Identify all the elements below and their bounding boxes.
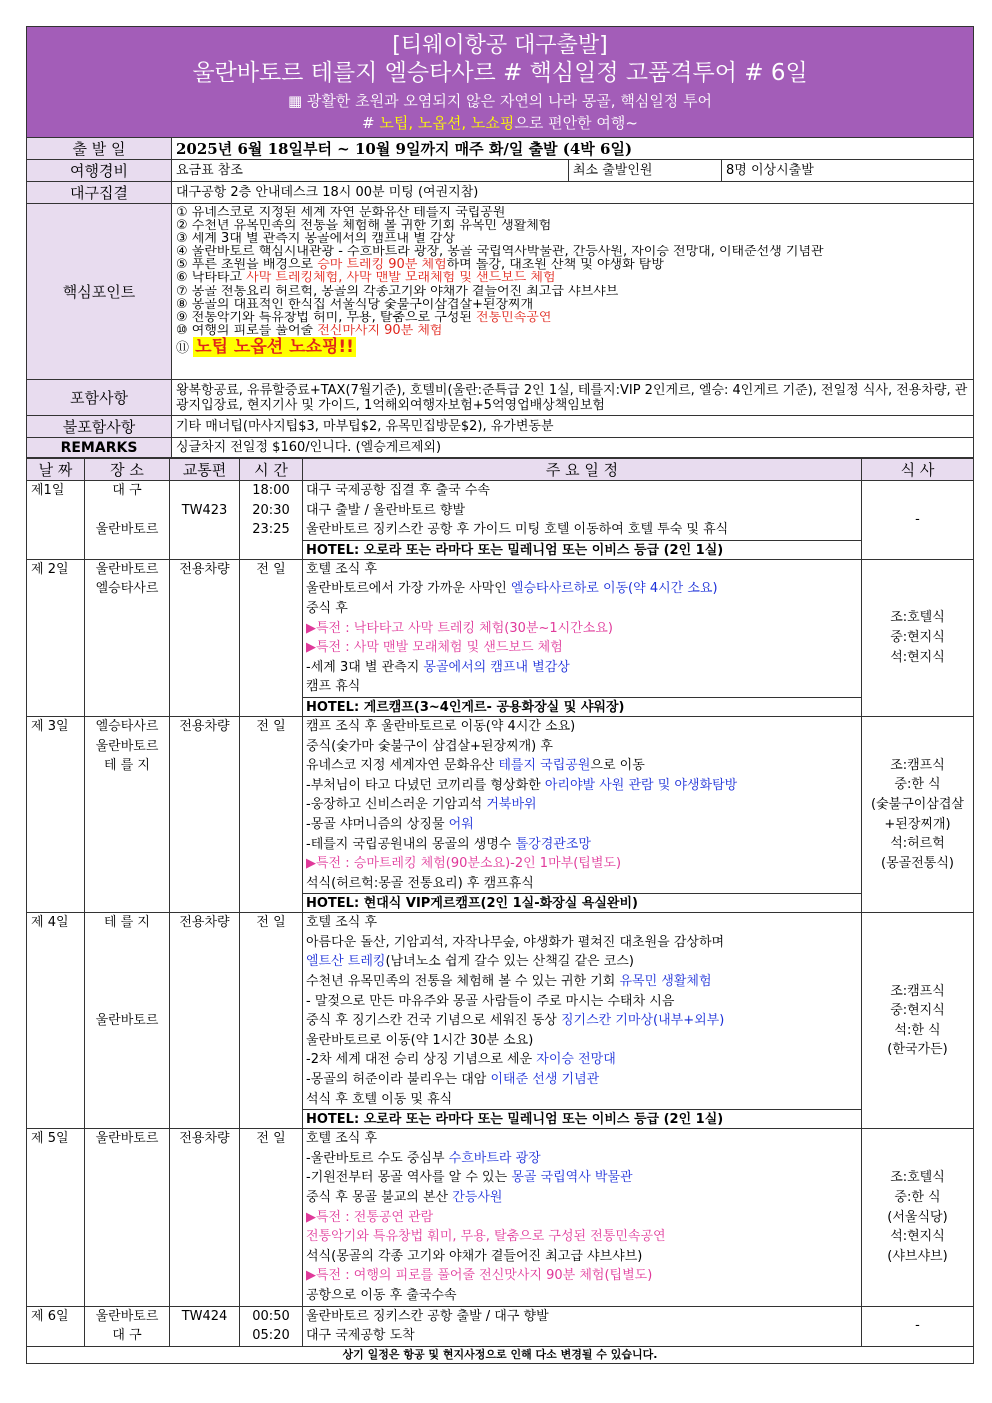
itinerary-text: 호텔 조식 후 bbox=[306, 1131, 378, 1147]
place-name bbox=[89, 972, 165, 992]
itinerary-item bbox=[303, 795, 861, 815]
itinerary-text: -2차 세계 대전 승리 상징 기념으로 세운 bbox=[306, 1052, 537, 1068]
itinerary-text: (남녀노소 쉽게 갈수 있는 산책길 같은 코스) bbox=[385, 954, 634, 970]
itinerary-item bbox=[303, 992, 861, 1012]
itinerary-item bbox=[303, 579, 861, 599]
header-schedule: 주 요 일 정 bbox=[303, 459, 862, 481]
key-point-item bbox=[176, 245, 969, 258]
meal-item: 조:호텔식 bbox=[890, 1170, 945, 1186]
key-point-item bbox=[176, 337, 969, 358]
price-label: 여행경비 bbox=[27, 160, 172, 182]
key-point-text: 세계 3대 별 관측지 몽골에서의 캠프내 별 감상 bbox=[191, 232, 456, 246]
departure-value: 2025년 6월 18일부터 ~ 10월 9일까지 매주 화/일 출발 (4박 6일) bbox=[172, 138, 974, 160]
key-point-item bbox=[176, 298, 969, 311]
itinerary-highlight: 이태준 선생 기념관 bbox=[490, 1072, 600, 1088]
transport-value: TW424 bbox=[181, 1308, 228, 1324]
day-meals bbox=[862, 1129, 974, 1306]
day-meals bbox=[862, 913, 974, 1129]
meal-item: 중:현지식 bbox=[890, 630, 945, 646]
itinerary-list bbox=[303, 717, 861, 893]
key-point-highlight: 전통민속공연 bbox=[476, 310, 552, 324]
itinerary-text: 캠프 조식 후 울란바토르로 이동(약 4시간 소요) bbox=[306, 718, 576, 734]
include-value: 왕복항공료, 유류할증료+TAX(7월기준), 호텔비(울란:준특급 2인 1실, 테를지:VIP 2인게르, 엘승: 4인게르 기준), 전일정 식사, 전용차량, 관광지입장료, 현지기사 및 가이드, 1억해외여행자보험+5억영업배상책임보험 bbox=[172, 380, 974, 416]
day-meals bbox=[862, 559, 974, 716]
special-benefit: ▶특전 : 전통공연 관람 bbox=[306, 1209, 434, 1225]
key-point-number: ⑥ bbox=[176, 271, 188, 285]
itinerary-item bbox=[303, 481, 861, 501]
itinerary-text: 중식 후 징기스칸 건국 기념으로 세워진 동상 bbox=[306, 1013, 561, 1029]
day-label: 제 6일 bbox=[27, 1306, 85, 1346]
itinerary-text: -몽골 샤머니즘의 상징물 bbox=[306, 816, 449, 832]
itinerary-text: 중식(숯가마 숯불구이 삼겹살+된장찌개) 후 bbox=[306, 738, 553, 754]
itinerary-highlight: 톨강경관조망 bbox=[515, 836, 591, 852]
hotel-info: HOTEL: 오로라 또는 라마다 또는 밀레니엄 또는 이비스 등급 (2인 1실) bbox=[303, 540, 861, 559]
itinerary-item bbox=[303, 1090, 861, 1110]
key-point-text: 여행의 피로를 풀어줄 bbox=[191, 323, 318, 337]
exclude-label: 불포함사항 bbox=[27, 416, 172, 438]
place-name: 엘승타사르 bbox=[95, 581, 159, 597]
itinerary-item bbox=[303, 619, 861, 639]
day-places bbox=[85, 559, 170, 716]
key-point-item bbox=[176, 219, 969, 232]
header-transport: 교통편 bbox=[170, 459, 240, 481]
info-table bbox=[26, 26, 974, 458]
itinerary-item bbox=[303, 952, 861, 972]
banner-line-1: [티웨이항공 대구출발] bbox=[392, 32, 608, 58]
transport-value bbox=[174, 520, 235, 540]
day-times bbox=[240, 1129, 303, 1306]
itinerary-text: -기원전부터 몽골 역사를 알 수 있는 bbox=[306, 1170, 512, 1186]
day-itinerary bbox=[303, 481, 862, 560]
place-name: 울란바토르 bbox=[95, 1013, 159, 1029]
day-label: 제1일 bbox=[27, 481, 85, 560]
itinerary-text: 호텔 조식 후 bbox=[306, 915, 378, 931]
key-point-number: ② bbox=[176, 219, 188, 233]
remarks-value: 싱글차지 전일정 $160/인니다. (엘승게르제외) bbox=[172, 438, 974, 458]
itinerary-item bbox=[303, 1168, 861, 1188]
time-value: 05:20 bbox=[252, 1328, 290, 1344]
itinerary-highlight: 엘트산 트레킹 bbox=[306, 954, 386, 970]
key-point-highlight: 전신마사지 90분 체험 bbox=[317, 323, 443, 337]
itinerary-item bbox=[303, 1188, 861, 1208]
key-point-number: ⑩ bbox=[176, 323, 188, 337]
day-places bbox=[85, 1129, 170, 1306]
itinerary-item bbox=[303, 1149, 861, 1169]
key-point-number: ⑤ bbox=[176, 258, 188, 272]
exclude-value: 기타 매너팁(마사지팁$3, 마부팁$2, 유목민집방문$2), 유가변동분 bbox=[172, 416, 974, 438]
transport-value bbox=[174, 481, 235, 501]
include-label: 포함사항 bbox=[27, 380, 172, 416]
meal-item: 중:한 식 bbox=[894, 1190, 941, 1205]
itinerary-text: -울란바토르 수도 중심부 bbox=[306, 1150, 449, 1166]
transport-value: 전용차량 bbox=[179, 915, 230, 931]
itinerary-list bbox=[303, 481, 861, 540]
meal-item: (샤브샤브) bbox=[887, 1248, 948, 1264]
itinerary-text: 중식 후 몽골 불교의 본산 bbox=[306, 1190, 453, 1205]
itinerary-item bbox=[303, 913, 861, 933]
meal-item: 중:현지식 bbox=[890, 1003, 945, 1019]
banner-subtitle: ▦ 광활한 초원과 오염되지 않은 자연의 나라 몽골, 핵심일정 투어 bbox=[287, 91, 713, 110]
day-itinerary bbox=[303, 559, 862, 716]
meal-item: - bbox=[915, 512, 920, 528]
itinerary-text: - 말젖으로 만든 마유주와 몽골 사람들이 주로 마시는 수태차 시음 bbox=[306, 993, 675, 1009]
itinerary-highlight: 거북바위 bbox=[486, 797, 537, 813]
day-places bbox=[85, 1306, 170, 1346]
itinerary-text: -테를지 국립공원내의 몽골의 생명수 bbox=[306, 836, 516, 852]
itinerary-text: -부처님이 타고 다녔던 코끼리를 형상화한 bbox=[306, 777, 545, 793]
day-meals bbox=[862, 1306, 974, 1346]
itinerary-item bbox=[303, 737, 861, 757]
day-meals bbox=[862, 716, 974, 912]
meeting-value: 대구공항 2층 안내데스크 18시 00분 미팅 (여권지참) bbox=[172, 182, 974, 204]
itinerary-highlight: 유목민 생활체험 bbox=[619, 974, 712, 990]
itinerary-item bbox=[303, 835, 861, 855]
header-meals: 식 사 bbox=[862, 459, 974, 481]
header-time: 시 간 bbox=[240, 459, 303, 481]
itinerary-item bbox=[303, 815, 861, 835]
time-value: 전 일 bbox=[256, 561, 286, 577]
itinerary-text: 울란바토르 징키스칸 공항 출발 / 대구 향발 bbox=[306, 1308, 549, 1324]
day-row bbox=[27, 716, 974, 912]
itinerary-text: 석식(몽골의 각종 고기와 야채가 곁들어진 최고급 샤브샤브) bbox=[306, 1248, 643, 1264]
itinerary-item bbox=[303, 933, 861, 953]
day-meals bbox=[862, 481, 974, 560]
day-row bbox=[27, 913, 974, 1129]
meal-item: 석:한 식 bbox=[894, 1022, 941, 1038]
itinerary-list bbox=[303, 1307, 861, 1346]
place-name: 대 구 bbox=[112, 1328, 142, 1344]
day-label: 제 4일 bbox=[27, 913, 85, 1129]
meal-item: - bbox=[915, 1318, 920, 1334]
meal-item: (몽골전통식) bbox=[881, 855, 954, 871]
itinerary-text: 대구 출발 / 울란바토르 향발 bbox=[306, 502, 466, 518]
itinerary-item bbox=[303, 972, 861, 992]
day-places bbox=[85, 481, 170, 560]
transport-value: TW423 bbox=[181, 502, 228, 518]
key-point-item bbox=[176, 324, 969, 337]
place-name bbox=[89, 992, 165, 1012]
key-points-list bbox=[172, 204, 974, 380]
key-point-number: ⑧ bbox=[176, 297, 188, 311]
itinerary-text: 유네스코 지정 세계자연 문화유산 bbox=[306, 758, 499, 774]
header-place: 장 소 bbox=[85, 459, 170, 481]
title-banner bbox=[27, 27, 974, 138]
day-itinerary bbox=[303, 1306, 862, 1346]
itinerary-item bbox=[303, 1129, 861, 1149]
meal-item: (숯불구이삼겹살 bbox=[871, 797, 964, 813]
itinerary-item bbox=[303, 1208, 861, 1228]
day-row bbox=[27, 1306, 974, 1346]
key-point-text: 울란바토르 핵심시내관광 - 수흐바트라 광장, 몽골 국립역사박물관, 간등사원, 자이승 전망대, 이태준선생 기념관 bbox=[191, 245, 824, 259]
itinerary-item bbox=[303, 658, 861, 678]
itinerary-text: 석식(허르헉:몽골 전통요리) 후 캠프휴식 bbox=[306, 875, 534, 891]
itinerary-sheet bbox=[26, 26, 973, 1364]
key-point-highlight: 승마 트레킹 90분 체험 bbox=[317, 258, 447, 272]
schedule-header-row bbox=[27, 459, 974, 481]
itinerary-text: 수천년 유목민족의 전통을 체험해 볼 수 있는 귀한 기회 bbox=[306, 974, 620, 990]
day-times bbox=[240, 1306, 303, 1346]
key-point-text: 낙타타고 bbox=[191, 271, 247, 285]
key-point-highlight: 사막 트레킹체험, 사막 맨발 모래체험 및 샌드보드 체험 bbox=[246, 271, 556, 285]
meal-item: 조:캠프식 bbox=[890, 983, 945, 999]
meal-item: (한국가든) bbox=[887, 1042, 948, 1058]
place-name bbox=[89, 501, 165, 521]
place-name: 울란바토르 bbox=[95, 738, 159, 754]
itinerary-highlight: 자이승 전망대 bbox=[536, 1052, 616, 1068]
day-times bbox=[240, 913, 303, 1129]
min-pax-value: 8명 이상시출발 bbox=[722, 160, 974, 182]
meal-item: 조:캠프식 bbox=[890, 757, 945, 773]
day-times bbox=[240, 559, 303, 716]
itinerary-text: 울란바토르 징키스칸 공항 후 가이드 미팅 호텔 이동하여 호텔 투숙 및 휴식 bbox=[306, 522, 729, 538]
departure-label: 출 발 일 bbox=[27, 138, 172, 160]
day-label: 제 5일 bbox=[27, 1129, 85, 1306]
itinerary-item bbox=[303, 1286, 861, 1306]
meal-item: +된장찌개) bbox=[884, 816, 951, 832]
slogan-suffix: 으로 편안한 여행~ bbox=[514, 113, 638, 132]
itinerary-item bbox=[303, 520, 861, 540]
hotel-info: HOTEL: 현대식 VIP게르캠프(2인 1실-화장실 욕실완비) bbox=[303, 893, 861, 912]
key-point-number: ⑨ bbox=[176, 310, 188, 324]
meal-item: 중:한 식 bbox=[894, 777, 941, 793]
itinerary-item bbox=[303, 1266, 861, 1286]
schedule-table bbox=[26, 458, 974, 1364]
key-point-number: ① bbox=[176, 206, 188, 220]
special-benefit: ▶특전 : 승마트레킹 체험(90분소요)-2인 1마부(팁별도) bbox=[306, 856, 622, 872]
itinerary-item bbox=[303, 1050, 861, 1070]
itinerary-highlight: 어워 bbox=[448, 816, 474, 832]
day-label: 제 3일 bbox=[27, 716, 85, 912]
itinerary-highlight: 간등사원 bbox=[452, 1190, 503, 1205]
key-point-item bbox=[176, 232, 969, 245]
day-transport bbox=[170, 559, 240, 716]
footer-note: 상기 일정은 항공 및 현지사정으로 인해 다소 변경될 수 있습니다. bbox=[27, 1346, 974, 1363]
time-value: 00:50 bbox=[252, 1308, 290, 1324]
itinerary-text: 울란바토르에서 가장 가까운 사막인 bbox=[306, 581, 511, 597]
itinerary-item bbox=[303, 599, 861, 619]
time-value: 전 일 bbox=[256, 718, 286, 734]
page-title: 울란바토르 테를지 엘승타사르 # 핵심일정 고품격투어 # 6일 bbox=[192, 59, 808, 86]
time-value: 23:25 bbox=[252, 522, 290, 538]
transport-value: 전용차량 bbox=[179, 718, 230, 734]
day-itinerary bbox=[303, 716, 862, 912]
day-transport bbox=[170, 481, 240, 560]
day-transport bbox=[170, 1129, 240, 1306]
slogan-prefix: # bbox=[362, 113, 380, 132]
itinerary-text: 울란바토르로 이동(약 1시간 30분 소요) bbox=[306, 1032, 534, 1048]
key-point-text: 전통악기와 특유창법 허미, 무용, 탈춤으로 구성된 bbox=[191, 310, 477, 324]
itinerary-highlight: 엘승타사르하로 이동(약 4시간 소요) bbox=[510, 581, 718, 597]
itinerary-text: -웅장하고 신비스러운 기암괴석 bbox=[306, 797, 487, 813]
meal-item: 석:허르헉 bbox=[890, 836, 945, 852]
itinerary-item bbox=[303, 638, 861, 658]
no-tip-highlight: 노팁 노옵션 노쇼핑!! bbox=[195, 336, 354, 357]
place-name: 테 를 지 bbox=[104, 758, 150, 774]
special-benefit: ▶특전 : 사막 맨발 모래체험 및 샌드보드 체험 bbox=[306, 640, 563, 656]
special-benefit: ▶특전 : 여행의 피로를 풀어줄 전신맛사지 90분 체험(팁별도) bbox=[306, 1268, 653, 1284]
day-row bbox=[27, 1129, 974, 1306]
itinerary-highlight: 테를지 국립공원 bbox=[498, 758, 591, 774]
itinerary-text: 으로 이동 bbox=[590, 758, 645, 774]
time-value: 전 일 bbox=[256, 915, 286, 931]
place-name: 테 를 지 bbox=[104, 915, 150, 931]
hotel-info: HOTEL: 게르캠프(3~4인게르- 공용화장실 및 샤워장) bbox=[303, 697, 861, 716]
meeting-label: 대구집결 bbox=[27, 182, 172, 204]
itinerary-item bbox=[303, 854, 861, 874]
place-name: 울란바토르 bbox=[95, 522, 159, 538]
key-point-text: 유네스코로 지정된 세계 자연 문화유산 테를지 국립공원 bbox=[191, 206, 506, 220]
itinerary-text: -몽골의 허준이라 불리우는 대암 bbox=[306, 1072, 491, 1088]
itinerary-text: 공항으로 이동 후 출국수속 bbox=[306, 1287, 457, 1303]
hotel-info: HOTEL: 오로라 또는 라마다 또는 밀레니엄 또는 이비스 등급 (2인 1실) bbox=[303, 1109, 861, 1128]
itinerary-item bbox=[303, 677, 861, 697]
min-pax-label: 최소 출발인원 bbox=[569, 160, 722, 182]
itinerary-list bbox=[303, 560, 861, 697]
day-itinerary bbox=[303, 1129, 862, 1306]
day-places bbox=[85, 716, 170, 912]
itinerary-highlight: 징기스칸 기마상(내부+외부) bbox=[560, 1013, 725, 1029]
meal-item: 석:현지식 bbox=[890, 1229, 945, 1245]
key-point-text: 몽골의 대표적인 한식집 서울식당 숯불구이삼겹살+된장찌개 bbox=[191, 297, 534, 311]
meal-item: (서울식당) bbox=[887, 1209, 948, 1225]
itinerary-item bbox=[303, 1070, 861, 1090]
place-name: 대 구 bbox=[112, 483, 142, 498]
place-name bbox=[89, 933, 165, 953]
key-point-number: ⑪ bbox=[176, 340, 190, 356]
itinerary-text: 대구 국제공항 도착 bbox=[306, 1328, 415, 1344]
itinerary-text: 캠프 휴식 bbox=[306, 679, 361, 695]
key-point-item bbox=[176, 258, 969, 271]
itinerary-item bbox=[303, 776, 861, 796]
place-name: 울란바토르 bbox=[95, 1131, 159, 1147]
itinerary-item bbox=[303, 1031, 861, 1051]
key-point-text: 푸른 초원을 배경으로 bbox=[191, 258, 318, 272]
remarks-label: REMARKS bbox=[27, 438, 172, 458]
itinerary-list bbox=[303, 913, 861, 1109]
time-value: 18:00 bbox=[252, 483, 290, 498]
itinerary-item bbox=[303, 1247, 861, 1267]
day-transport bbox=[170, 913, 240, 1129]
key-point-item bbox=[176, 206, 969, 219]
slogan-highlight: 노팁, 노옵션, 노쇼핑 bbox=[379, 113, 515, 132]
key-point-item bbox=[176, 311, 969, 324]
meal-item: 조:호텔식 bbox=[890, 610, 945, 626]
itinerary-text: 석식 후 호텔 이동 및 휴식 bbox=[306, 1091, 453, 1107]
header-date: 날 짜 bbox=[27, 459, 85, 481]
itinerary-item bbox=[303, 1326, 861, 1346]
itinerary-highlight: 몽골에서의 캠프내 별감상 bbox=[423, 659, 570, 675]
itinerary-list bbox=[303, 1129, 861, 1305]
key-point-item bbox=[176, 271, 969, 284]
transport-value: 전용차량 bbox=[179, 1131, 230, 1147]
itinerary-item bbox=[303, 501, 861, 521]
itinerary-text: -세계 3대 별 관측지 bbox=[306, 659, 424, 675]
special-benefit: ▶특전 : 낙타타고 사막 트레킹 체험(30분~1시간소요) bbox=[306, 620, 613, 636]
itinerary-item bbox=[303, 1307, 861, 1327]
price-value: 요금표 참조 bbox=[172, 160, 569, 182]
itinerary-item bbox=[303, 1227, 861, 1247]
transport-value: 전용차량 bbox=[179, 561, 230, 577]
key-point-text: 하며 톨강, 대초원 산책 및 야생화 탐방 bbox=[446, 258, 664, 272]
day-times bbox=[240, 481, 303, 560]
place-name: 울란바토르 bbox=[95, 1308, 159, 1324]
key-point-text: 수천년 유목민족의 전통을 체험해 볼 귀한 기회 유목민 생활체험 bbox=[191, 219, 552, 233]
time-value: 20:30 bbox=[252, 502, 290, 518]
itinerary-text: 호텔 조식 후 bbox=[306, 561, 378, 577]
day-transport bbox=[170, 716, 240, 912]
place-name: 울란바토르 bbox=[95, 561, 159, 577]
key-points-label: 핵심포인트 bbox=[27, 204, 172, 380]
special-benefit: 전통악기와 특유창법 훠미, 무용, 탈춤으로 구성된 전통민속공연 bbox=[306, 1229, 666, 1245]
itinerary-highlight: 수흐바트라 광장 bbox=[448, 1150, 541, 1166]
day-transport bbox=[170, 1306, 240, 1346]
key-point-number: ③ bbox=[176, 232, 188, 246]
key-point-item bbox=[176, 285, 969, 298]
key-point-text: 몽골 전통요리 허르헉, 몽골의 각종고기와 야채가 곁들어진 최고급 샤브샤브 bbox=[191, 284, 619, 298]
key-point-number: ④ bbox=[176, 245, 188, 259]
day-row bbox=[27, 481, 974, 560]
meal-item: 석:현지식 bbox=[890, 649, 945, 665]
time-value: 전 일 bbox=[256, 1131, 286, 1147]
day-times bbox=[240, 716, 303, 912]
itinerary-highlight: 몽골 국립역사 박물관 bbox=[511, 1170, 633, 1186]
itinerary-item bbox=[303, 1011, 861, 1031]
itinerary-highlight: 아리야발 사원 관람 및 야생화탐방 bbox=[544, 777, 738, 793]
itinerary-item bbox=[303, 756, 861, 776]
day-label: 제 2일 bbox=[27, 559, 85, 716]
itinerary-item bbox=[303, 560, 861, 580]
day-itinerary bbox=[303, 913, 862, 1129]
itinerary-text: 대구 국제공항 집결 후 출국 수속 bbox=[306, 483, 490, 498]
itinerary-item bbox=[303, 717, 861, 737]
itinerary-text: 아름다운 돌산, 기암괴석, 자작나무숲, 야생화가 펼쳐진 대초원을 감상하며 bbox=[306, 934, 725, 950]
itinerary-item bbox=[303, 874, 861, 894]
place-name bbox=[89, 952, 165, 972]
banner-slogan bbox=[31, 112, 969, 134]
day-places bbox=[85, 913, 170, 1129]
itinerary-text: 중식 후 bbox=[306, 600, 348, 616]
place-name: 엘승타사르 bbox=[95, 718, 159, 734]
key-point-number: ⑦ bbox=[176, 284, 188, 298]
day-row bbox=[27, 559, 974, 716]
